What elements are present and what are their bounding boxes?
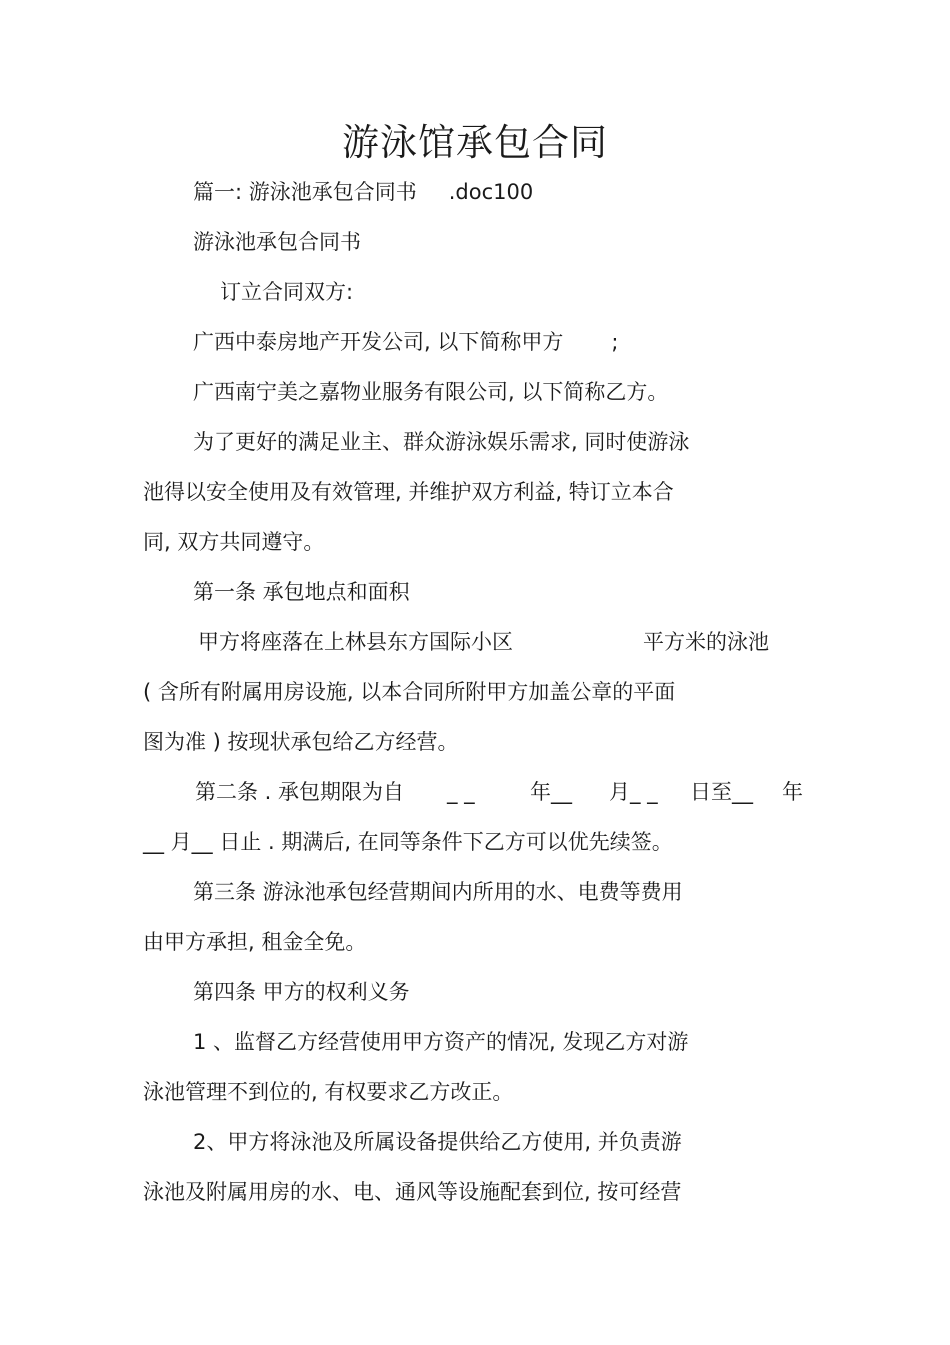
subtitle-line	[193, 178, 533, 206]
article4-heading: 第四条 甲方的权利义务	[193, 980, 410, 1004]
party-a-line	[193, 328, 618, 356]
article2-seg5: 日至__	[690, 780, 753, 804]
contract-heading: 游泳池承包合同书	[193, 230, 361, 254]
subtitle-prefix: 篇一: 游泳池承包合同书	[193, 180, 417, 204]
article1-heading: 第一条 承包地点和面积	[193, 580, 410, 604]
article3-line-2: 由甲方承担, 租金全免。	[143, 930, 367, 954]
article1-line-2: ( 含所有附属用房设施, 以本合同所附甲方加盖公章的平面	[143, 680, 676, 704]
purpose-line-2: 池得以安全使用及有效管理, 并维护双方利益, 特订立本合	[143, 480, 674, 504]
article1-line-1a: 甲方将座落在上林县东方国际小区	[198, 630, 513, 654]
article1-line-1b: 平方米的泳池	[643, 630, 769, 654]
parties-intro: 订立合同双方:	[220, 280, 354, 304]
article2-seg3: 年__	[530, 780, 572, 804]
article1-line-3: 图为准 ) 按现状承包给乙方经营。	[143, 730, 459, 754]
purpose-line-1: 为了更好的满足业主、群众游泳娱乐需求, 同时使游泳	[193, 430, 690, 454]
article2-seg1: 第二条 . 承包期限为自	[195, 780, 405, 804]
article4-item1-line-1: 1 、监督乙方经营使用甲方资产的情况, 发现乙方对游	[193, 1030, 689, 1054]
article2-seg4: 月_ _	[609, 780, 658, 804]
article4-item1-line-2: 泳池管理不到位的, 有权要求乙方改正。	[143, 1080, 514, 1104]
article3-line-1: 第三条 游泳池承包经营期间内所用的水、电费等费用	[193, 880, 683, 904]
purpose-line-3: 同, 双方共同遵守。	[143, 530, 325, 554]
article2-seg2: _ _	[447, 780, 475, 804]
article4-item2-line-1: 2、甲方将泳池及所属设备提供给乙方使用, 并负责游	[193, 1130, 682, 1154]
party-b-line: 广西南宁美之嘉物业服务有限公司, 以下简称乙方。	[193, 380, 669, 404]
subtitle-suffix: .doc100	[448, 180, 534, 204]
article2-line-2: __ 月__ 日止 . 期满后, 在同等条件下乙方可以优先续签。	[143, 830, 673, 854]
party-a-end: ;	[611, 330, 619, 354]
article2-seg6: 年	[782, 780, 803, 804]
document-title: 游泳馆承包合同	[342, 121, 608, 164]
article4-item2-line-2: 泳池及附属用房的水、电、通风等设施配套到位, 按可经营	[143, 1180, 682, 1204]
party-a-text: 广西中泰房地产开发公司, 以下简称甲方	[193, 330, 564, 354]
